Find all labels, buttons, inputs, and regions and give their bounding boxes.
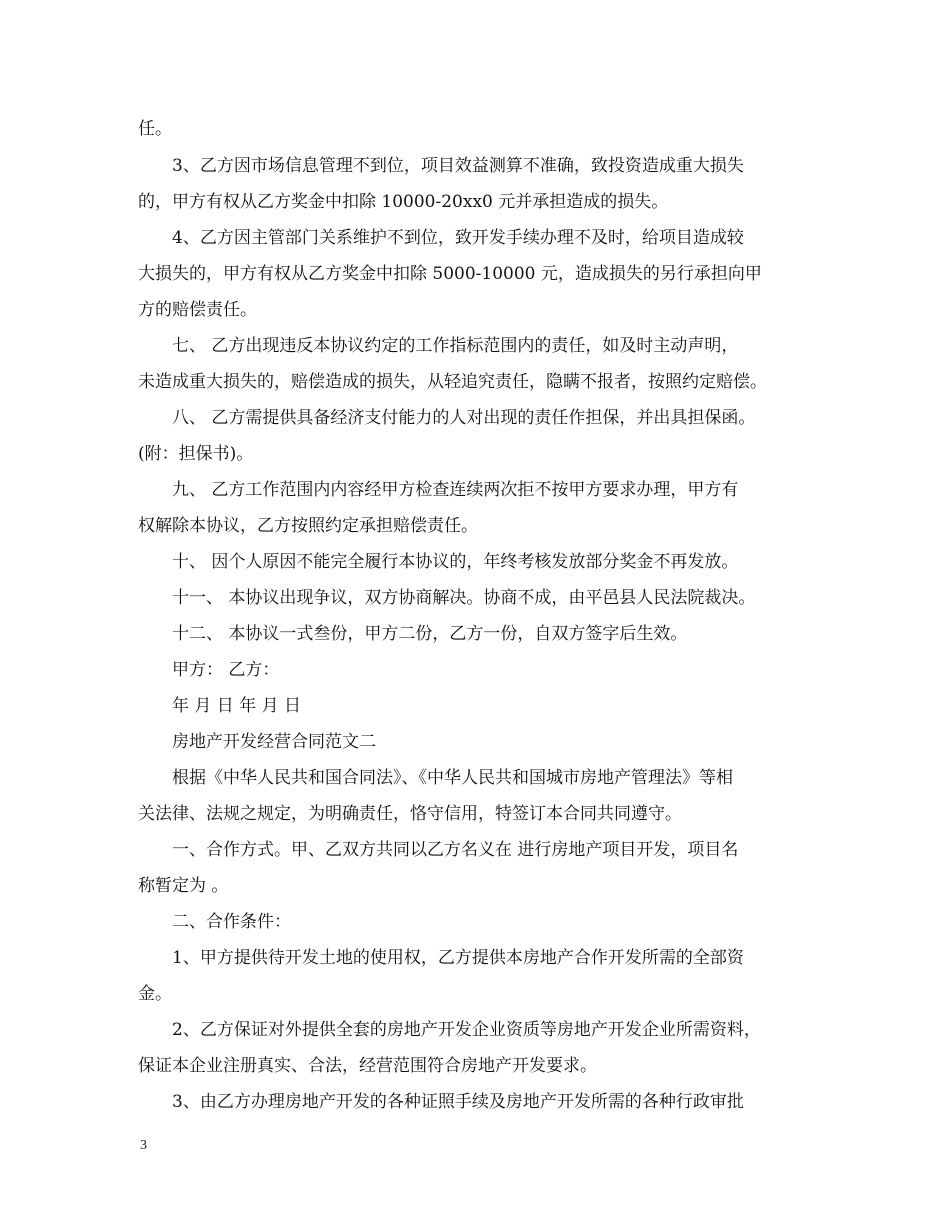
text-line: 大损失的，甲方有权从乙方奖金中扣除 5000-10000 元，造成损失的另行承担向甲	[138, 264, 762, 284]
text-line: 任。	[138, 119, 172, 139]
text-line: 保证本企业注册真实、合法，经营范围符合房地产开发要求。	[138, 1056, 597, 1076]
text-line: 十一、 本协议出现争议，双方协商解决。协商不成，由平邑县人民法院裁决。	[172, 588, 756, 608]
text-line: 的，甲方有权从乙方奖金中扣除 10000-20xx0 元并承担造成的损失。	[138, 192, 669, 212]
section-heading: 房地产开发经营合同范文二	[172, 732, 376, 752]
text-line: 八、 乙方需提供具备经济支付能力的人对出现的责任作担保，并出具担保函。	[172, 408, 756, 428]
text-line: 九、 乙方工作范围内内容经甲方检查连续两次拒不按甲方要求办理，甲方有	[172, 480, 739, 500]
text-line: 2、乙方保证对外提供全套的房地产开发企业资质等房地产开发企业所需资料，	[172, 1020, 761, 1040]
page-number: 3	[140, 1138, 147, 1153]
text-line: 未造成重大损失的，赔偿造成的损失，从轻追究责任，隐瞒不报者，按照约定赔偿。	[138, 372, 767, 392]
text-line: 十、 因个人原因不能完全履行本协议的，年终考核发放部分奖金不再发放。	[172, 552, 739, 572]
text-line: 4、乙方因主管部门关系维护不到位，致开发手续办理不及时，给项目造成较	[172, 228, 744, 248]
text-line: 七、 乙方出现违反本协议约定的工作指标范围内的责任，如及时主动声明，	[172, 336, 739, 356]
text-line: 根据《中华人民共和国合同法》、《中华人民共和国城市房地产管理法》等相	[172, 768, 733, 788]
text-line: 年 月 日 年 月 日	[172, 696, 302, 716]
text-line: 称暂定为 。	[138, 876, 229, 896]
text-line: 3、乙方因市场信息管理不到位，项目效益测算不准确，致投资造成重大损失	[172, 156, 744, 176]
text-line: 3、由乙方办理房地产开发的各种证照手续及房地产开发所需的各种行政审批	[172, 1092, 744, 1112]
text-line: 十二、 本协议一式叁份，甲方二份，乙方一份，自双方签字后生效。	[172, 624, 688, 644]
text-line: 1、甲方提供待开发土地的使用权，乙方提供本房地产合作开发所需的全部资	[172, 948, 744, 968]
text-line: 权解除本协议，乙方按照约定承担赔偿责任。	[138, 516, 478, 536]
text-line: (附：担保书)。	[138, 444, 254, 464]
text-line: 二、合作条件：	[172, 912, 291, 932]
text-line: 关法律、法规之规定，为明确责任，恪守信用，特签订本合同共同遵守。	[138, 804, 682, 824]
text-line: 方的赔偿责任。	[138, 300, 257, 320]
text-line: 甲方： 乙方：	[172, 660, 280, 680]
text-line: 一、合作方式。甲、乙双方共同以乙方名义在 进行房地产项目开发，项目名	[172, 840, 739, 860]
text-line: 金。	[138, 984, 172, 1004]
